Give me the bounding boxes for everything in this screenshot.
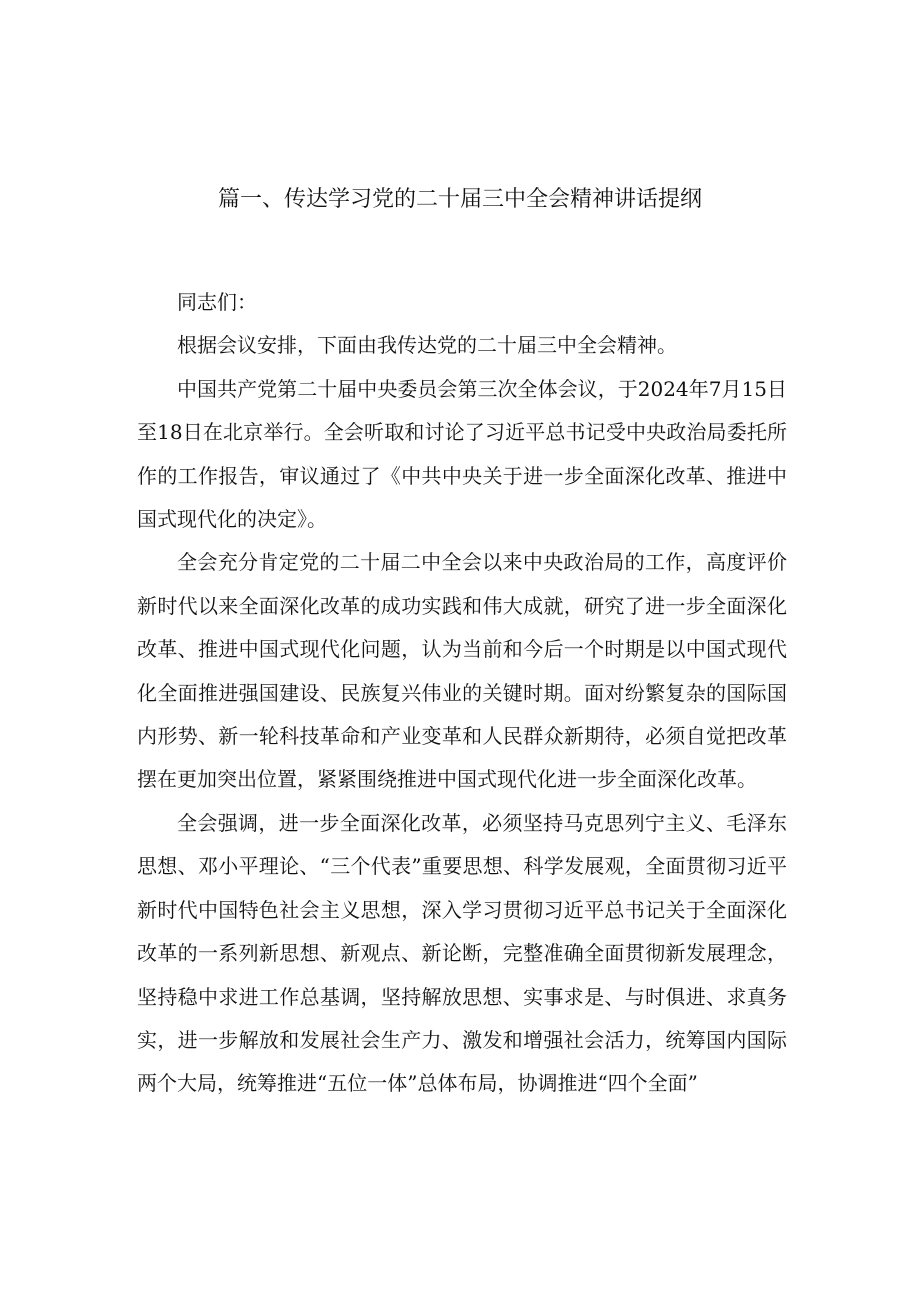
paragraph-2: 中国共产党第二十届中央委员会第三次全体会议，于2024年7月15日至18日在北京举行。全会听取和讨论了习近平总书记受中央政治局委托所作的工作报告，审议通过了《中共中央关于进一步全面深化改革、推进中国式现代化的决定》。 (137, 376, 787, 532)
paragraph-1: 根据会议安排，下面由我传达党的二十届三中全会精神。 (177, 333, 677, 358)
paragraph-3: 全会充分肯定党的二十届二中全会以来中央政治局的工作，高度评价新时代以来全面深化改革的成功实践和伟大成就，研究了进一步全面深化改革、推进中国式现代化问题，认为当前和今后一个时期是以中国式现代化全面推进强国建设、民族复兴伟业的关键时期。面对纷繁复杂的国际国内形势、新一轮科技革命和产业变革和人民群众新期待，必须自觉把改革摆在更加突出位置，紧紧围绕推进中国式现代化进一步全面深化改革。 (137, 550, 787, 792)
salutation: 同志们： (177, 290, 257, 314)
paragraph-4: 全会强调，进一步全面深化改革，必须坚持马克思列宁主义、毛泽东思想、邓小平理论、“三个代表”重要思想、科学发展观，全面贯彻习近平新时代中国特色社会主义思想，深入学习贯彻习近平总书记关于全面深化改革的一系列新思想、新观点、新论断，完整准确全面贯彻新发展理念，坚持稳中求进工作总基调，坚持解放思想、实事求是、与时俱进、求真务实，进一步解放和发展社会生产力、激发和增强社会活力，统筹国内国际两个大局，统筹推进“五位一体”总体布局，协调推进“四个全面” (137, 810, 787, 1096)
document-title: 篇一、传达学习党的二十届三中全会精神讲话提纲 (217, 187, 702, 212)
document-body (137, 281, 787, 1106)
